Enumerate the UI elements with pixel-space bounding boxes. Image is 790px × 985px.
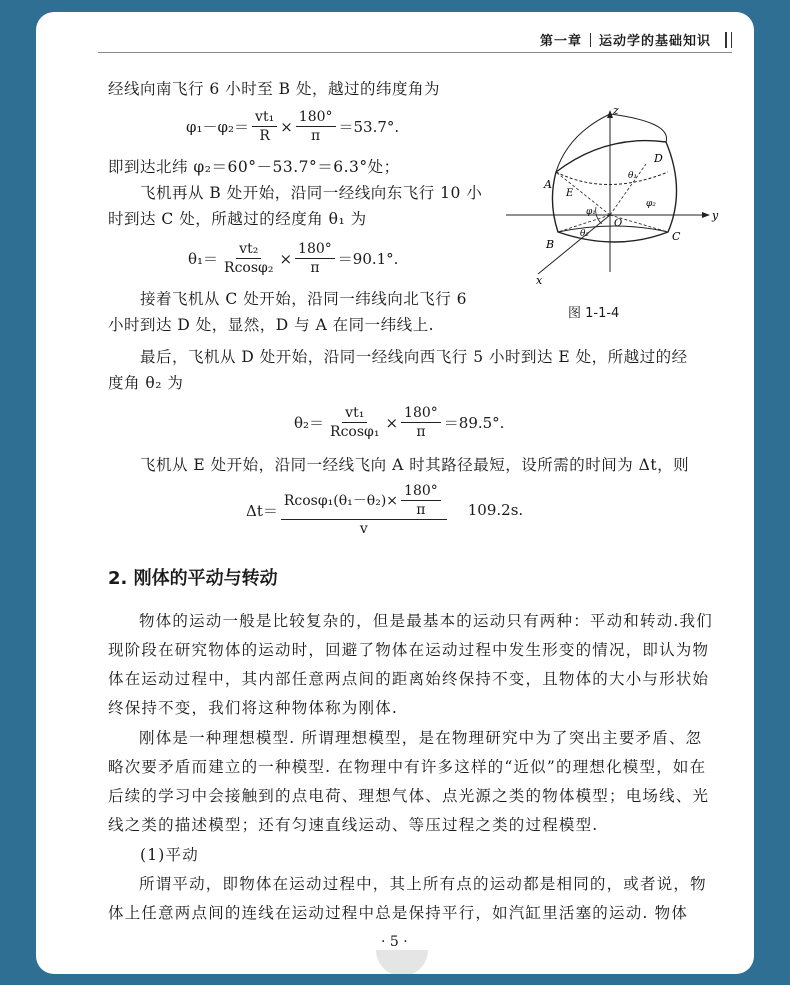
numerator [281,482,447,520]
fraction [327,404,382,441]
formula-rhs: 109.2s. [467,501,524,519]
figure-caption: 图 1-1-4 [568,306,620,321]
numerator: vt₁ [252,108,277,127]
denominator: v [359,521,368,537]
numerator: 180° [401,482,441,501]
fraction [252,108,277,145]
text-line: 时到达 C 处，所越过的经度角 θ₁ 为 [108,210,367,228]
point-label-e: E [566,188,574,199]
denominator: Rcosφ₂ [224,260,274,276]
formula-lhs: θ₂＝ [294,414,325,432]
axis-label-y: y [712,209,719,222]
y-arrow-icon [702,212,710,218]
text-line: 飞机再从 B 处开始，沿同一经线向东飞行 10 小 [140,184,483,202]
paragraph: 物体的运动一般是比较复杂的，但是最基本的运动只有两种：平动和转动.我们现阶段在研究物体的运动时，回避了物体在运动过程中发生形变的情况，即认为物体在运动过程中，其内部任意两点间的距离始终保持不变，且物体的大小与形状始终保持不变，我们将这种物体称为刚体. [108,612,713,717]
paragraph: 所谓平动，即物体在运动过程中，其上所有点的运动都是相同的，或者说，物体上任意两点间的连线在运动过程中总是保持平行，如汽缸里活塞的运动. 物体 [108,875,707,922]
formula-lhs: φ₁－φ₂＝ [186,118,250,136]
denominator: π [416,424,426,440]
point-label-c: C [672,230,681,243]
sphere-diagram [496,102,726,298]
numerator: vt₂ [236,240,261,259]
text-line: 接着飞机从 C 处开始，沿同一纬线向北飞行 6 [140,290,468,308]
chapter-title: 运动学的基础知识 [598,34,711,49]
point-label-a: A [544,178,552,191]
formula-rhs: ＝90.1°. [337,250,399,268]
header-rule [98,52,732,53]
text-line: 即到达北纬 φ₂＝60°－53.7°＝6.3°处； [108,158,400,176]
point-label-d: D [654,152,663,165]
point-label-b: B [546,238,555,251]
formula-rhs: ＝89.5°. [443,414,505,432]
text-line: 经线向南飞行 6 小时至 B 处，越过的纬度角为 [108,80,440,98]
formula-theta1 [188,240,398,277]
numerator: 180° [296,108,336,127]
axis-label-z: z [613,104,619,117]
book-page [36,12,754,974]
formula-lat [186,108,399,145]
subheading: (1)平动 [140,846,199,864]
text-line: 最后，飞机从 D 处开始，沿同一经线向西飞行 5 小时到达 E 处，所越过的经 [140,348,688,366]
times-sign: × [280,117,293,136]
denominator: R [259,128,270,144]
axis-label-x: x [536,274,543,287]
numerator: 180° [295,240,335,259]
origin-label: O [614,218,623,229]
denominator: π [310,260,320,276]
times-sign: × [279,249,293,268]
header-bars-icon [725,32,732,48]
angle-label-theta2: θ₂ [580,229,590,239]
paragraph: 刚体是一种理想模型. 所谓理想模型，是在物理研究中为了突出主要矛盾、忽略次要矛盾而建立的一种模型. 在物理中有许多这样的“近似”的理想化模型，如在后续的学习中会接触到的点电荷、理想气体、点光源之类的物体模型；电场线、光线之类的描述模型；还有匀速直线运动、等压过程之类的过程模型. [108,729,710,834]
running-header [532,30,732,49]
fraction [281,482,447,538]
angle-label-theta1: θ₁ [628,171,638,181]
radius-line [556,172,610,215]
section-heading: 2. 刚体的平动与转动 [108,568,278,589]
chapter-label: 第一章 [539,34,582,49]
text-line: 飞机从 E 处开始，沿同一经线飞向 A 时其路径最短，设所需的时间为 Δt，则 [140,456,690,474]
fraction [295,240,335,277]
denominator: π [416,502,426,518]
numerator: 180° [401,404,441,423]
meridian-line [556,114,610,172]
inner-fraction [401,482,441,519]
fraction [401,404,441,441]
formula-theta2 [294,404,504,441]
times-sign: × [385,413,399,432]
fraction [221,240,276,277]
formula-rhs: ＝53.7°. [338,118,400,136]
fraction [296,108,336,145]
denominator: π [311,128,321,144]
numerator-text: Rcosφ₁(θ₁－θ₂)× [283,492,399,509]
formula-lhs: Δt＝ [246,501,278,520]
page-number-decoration [376,950,428,974]
page-number: · 5 · [381,934,408,950]
numerator: vt₁ [342,404,367,423]
angle-label-phi2: φ₂ [646,199,656,209]
angle-label-phi1: φ₁ [586,207,596,217]
meridian-line [610,114,667,142]
denominator: Rcosφ₁ [330,424,380,440]
latitude-line [556,172,668,185]
formula-lhs: θ₁＝ [188,250,219,268]
formula-delta-t [246,482,523,538]
text-line: 度角 θ₂ 为 [108,374,184,392]
text-line: 小时到达 D 处，显然，D 与 A 在同一纬线上. [108,316,435,334]
